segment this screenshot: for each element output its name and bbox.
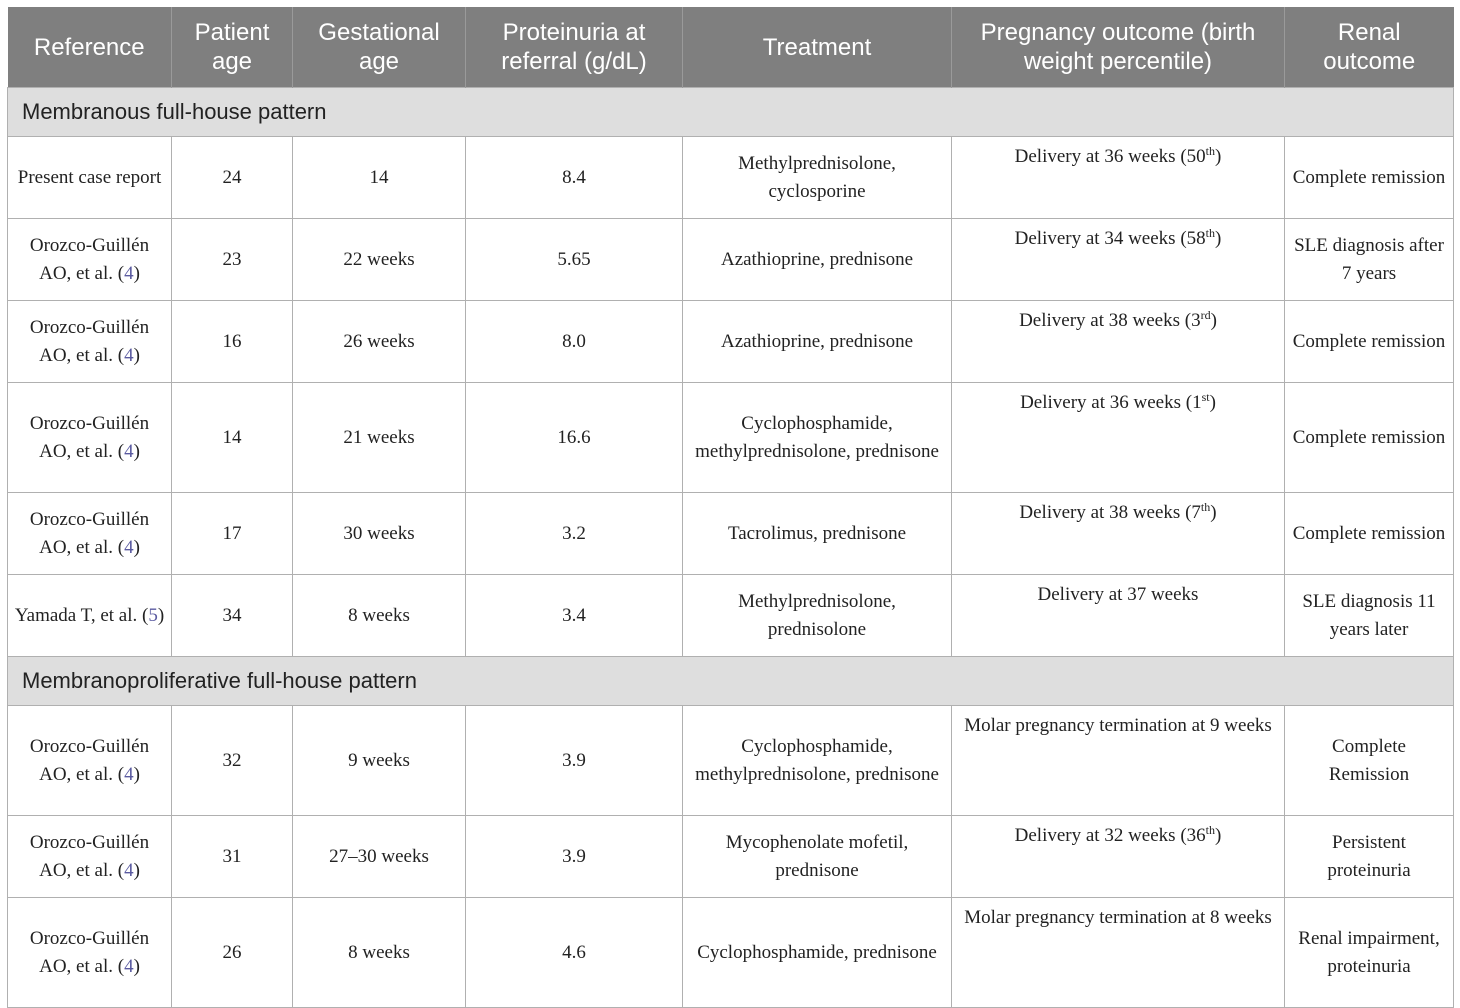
pregnancy-outcome-text: Delivery at 36 weeks (1 [1020, 392, 1202, 413]
proteinuria-cell: 3.9 [466, 816, 683, 898]
pregnancy-outcome-text: Delivery at 32 weeks (36 [1014, 825, 1206, 846]
gestational-age-cell: 14 [293, 137, 466, 219]
reference-close: ) [133, 440, 140, 462]
reference-close: ) [133, 262, 140, 284]
pregnancy-outcome-cell [952, 493, 1285, 575]
col-header-treatment: Treatment [683, 7, 952, 88]
table-row [8, 816, 1454, 898]
reference-cell [8, 137, 172, 219]
patient-age-cell: 23 [172, 219, 293, 301]
treatment-cell: Azathioprine, prednisone [683, 301, 952, 383]
reference-link: 4 [124, 344, 134, 366]
percentile-suffix: th [1200, 500, 1211, 514]
pregnancy-outcome-close: ) [1210, 310, 1217, 331]
col-header-reference: Reference [8, 7, 172, 88]
renal-outcome-cell: SLE diagnosis 11 years later [1285, 575, 1454, 657]
pregnancy-outcome-close: ) [1210, 502, 1217, 523]
proteinuria-cell: 8.4 [466, 137, 683, 219]
reference-author: Orozco-Guillén AO, et al. ( [29, 234, 150, 284]
reference-author: Orozco-Guillén AO, et al. ( [29, 508, 150, 558]
table-row [8, 493, 1454, 575]
percentile-suffix: th [1205, 144, 1215, 158]
patient-age-cell: 17 [172, 493, 293, 575]
renal-outcome-cell: SLE diagnosis after 7 years [1285, 219, 1454, 301]
reference-close: ) [133, 763, 140, 785]
reference-author: Yamada T, et al. ( [14, 604, 149, 626]
reference-cell [8, 575, 172, 657]
renal-outcome-cell: Complete remission [1285, 137, 1454, 219]
pregnancy-outcome-close: ) [1209, 392, 1216, 413]
table-header-row [8, 7, 1454, 88]
proteinuria-cell: 16.6 [466, 383, 683, 493]
pregnancy-outcome-close: ) [1215, 146, 1222, 167]
table-row [8, 219, 1454, 301]
col-header-pregnancy-outcome: Pregnancy outcome (birth weight percentile) [952, 7, 1285, 88]
gestational-age-cell: 22 weeks [293, 219, 466, 301]
section-row [8, 657, 1454, 706]
pregnancy-outcome-text: Molar pregnancy termination at 8 weeks [964, 907, 1272, 928]
gestational-age-cell: 27–30 weeks [293, 816, 466, 898]
patient-age-cell: 16 [172, 301, 293, 383]
table-row [8, 706, 1454, 816]
col-header-renal-outcome: Renal outcome [1285, 7, 1454, 88]
pregnancy-outcome-cell [952, 383, 1285, 493]
pregnancy-outcome-cell [952, 219, 1285, 301]
reference-link: 4 [124, 262, 134, 284]
percentile-suffix: rd [1200, 308, 1211, 322]
reference-author: Orozco-Guillén AO, et al. ( [29, 316, 150, 366]
proteinuria-cell: 8.0 [466, 301, 683, 383]
renal-outcome-cell: Complete remission [1285, 493, 1454, 575]
proteinuria-cell: 3.4 [466, 575, 683, 657]
renal-outcome-cell: Persistent proteinuria [1285, 816, 1454, 898]
table-body [8, 88, 1454, 1008]
proteinuria-cell: 5.65 [466, 219, 683, 301]
pregnancy-outcome-cell [952, 575, 1285, 657]
pregnancy-outcome-text: Delivery at 38 weeks (7 [1019, 502, 1201, 523]
proteinuria-cell: 3.9 [466, 706, 683, 816]
pregnancy-outcome-close: ) [1215, 825, 1222, 846]
pregnancy-outcome-text: Delivery at 34 weeks (58 [1014, 228, 1206, 249]
col-header-gestational-age: Gestational age [293, 7, 466, 88]
section-title: Membranous full-house pattern [8, 88, 1454, 137]
pregnancy-outcome-text: Delivery at 36 weeks (50 [1014, 146, 1206, 167]
reference-close: ) [133, 344, 140, 366]
reference-author: Orozco-Guillén AO, et al. ( [29, 831, 150, 881]
gestational-age-cell: 9 weeks [293, 706, 466, 816]
proteinuria-cell: 3.2 [466, 493, 683, 575]
reference-link: 5 [148, 604, 158, 626]
reference-cell [8, 219, 172, 301]
gestational-age-cell: 21 weeks [293, 383, 466, 493]
patient-age-cell: 24 [172, 137, 293, 219]
renal-outcome-cell: Renal impairment, proteinuria [1285, 898, 1454, 1008]
treatment-cell: Mycophenolate mofetil, prednisone [683, 816, 952, 898]
reference-author: Present case report [17, 166, 162, 188]
renal-outcome-cell: Complete Remission [1285, 706, 1454, 816]
patient-age-cell: 32 [172, 706, 293, 816]
table-row [8, 137, 1454, 219]
reference-cell [8, 706, 172, 816]
pregnancy-outcome-cell [952, 706, 1285, 816]
reference-close: ) [133, 955, 140, 977]
pregnancy-outcome-cell [952, 816, 1285, 898]
pregnancy-outcome-close: ) [1215, 228, 1222, 249]
renal-outcome-cell: Complete remission [1285, 383, 1454, 493]
reference-cell [8, 383, 172, 493]
treatment-cell: Azathioprine, prednisone [683, 219, 952, 301]
treatment-cell: Methylprednisolone, prednisolone [683, 575, 952, 657]
patient-age-cell: 14 [172, 383, 293, 493]
reference-link: 4 [124, 955, 134, 977]
percentile-suffix: th [1205, 226, 1215, 240]
table-row [8, 898, 1454, 1008]
reference-close: ) [157, 604, 165, 626]
treatment-cell: Cyclophosphamide, prednisone [683, 898, 952, 1008]
reference-close: ) [133, 536, 140, 558]
col-header-proteinuria: Proteinuria at referral (g/dL) [466, 7, 683, 88]
reference-close: ) [133, 859, 140, 881]
treatment-cell: Cyclophosphamide, methylprednisolone, prednisone [683, 383, 952, 493]
pregnancy-outcome-text: Delivery at 37 weeks [1037, 584, 1199, 605]
pregnancy-outcome-cell [952, 137, 1285, 219]
gestational-age-cell: 8 weeks [293, 575, 466, 657]
percentile-suffix: th [1205, 823, 1215, 837]
reference-cell [8, 816, 172, 898]
pregnancy-outcome-text: Molar pregnancy termination at 9 weeks [964, 715, 1272, 736]
table-row [8, 301, 1454, 383]
section-row [8, 88, 1454, 137]
col-header-patient-age: Patient age [172, 7, 293, 88]
reference-author: Orozco-Guillén AO, et al. ( [29, 927, 150, 977]
reference-link: 4 [124, 859, 134, 881]
treatment-cell: Tacrolimus, prednisone [683, 493, 952, 575]
gestational-age-cell: 30 weeks [293, 493, 466, 575]
reference-cell [8, 898, 172, 1008]
patient-age-cell: 31 [172, 816, 293, 898]
gestational-age-cell: 26 weeks [293, 301, 466, 383]
section-title: Membranoproliferative full-house pattern [8, 657, 1454, 706]
pregnancy-outcome-cell [952, 301, 1285, 383]
pregnancy-outcome-text: Delivery at 38 weeks (3 [1019, 310, 1201, 331]
reference-link: 4 [124, 763, 134, 785]
treatment-cell: Methylprednisolone, cyclosporine [683, 137, 952, 219]
proteinuria-cell: 4.6 [466, 898, 683, 1008]
reference-author: Orozco-Guillén AO, et al. ( [29, 735, 150, 785]
reference-cell [8, 301, 172, 383]
patient-age-cell: 26 [172, 898, 293, 1008]
pregnancy-outcome-cell [952, 898, 1285, 1008]
reference-cell [8, 493, 172, 575]
patient-age-cell: 34 [172, 575, 293, 657]
percentile-suffix: st [1201, 390, 1210, 404]
renal-outcome-cell: Complete remission [1285, 301, 1454, 383]
case-comparison-table [7, 7, 1454, 1008]
table-row [8, 383, 1454, 493]
reference-link: 4 [124, 536, 134, 558]
reference-author: Orozco-Guillén AO, et al. ( [29, 412, 150, 462]
gestational-age-cell: 8 weeks [293, 898, 466, 1008]
reference-link: 4 [124, 440, 134, 462]
table-row [8, 575, 1454, 657]
treatment-cell: Cyclophosphamide, methylprednisolone, prednisone [683, 706, 952, 816]
